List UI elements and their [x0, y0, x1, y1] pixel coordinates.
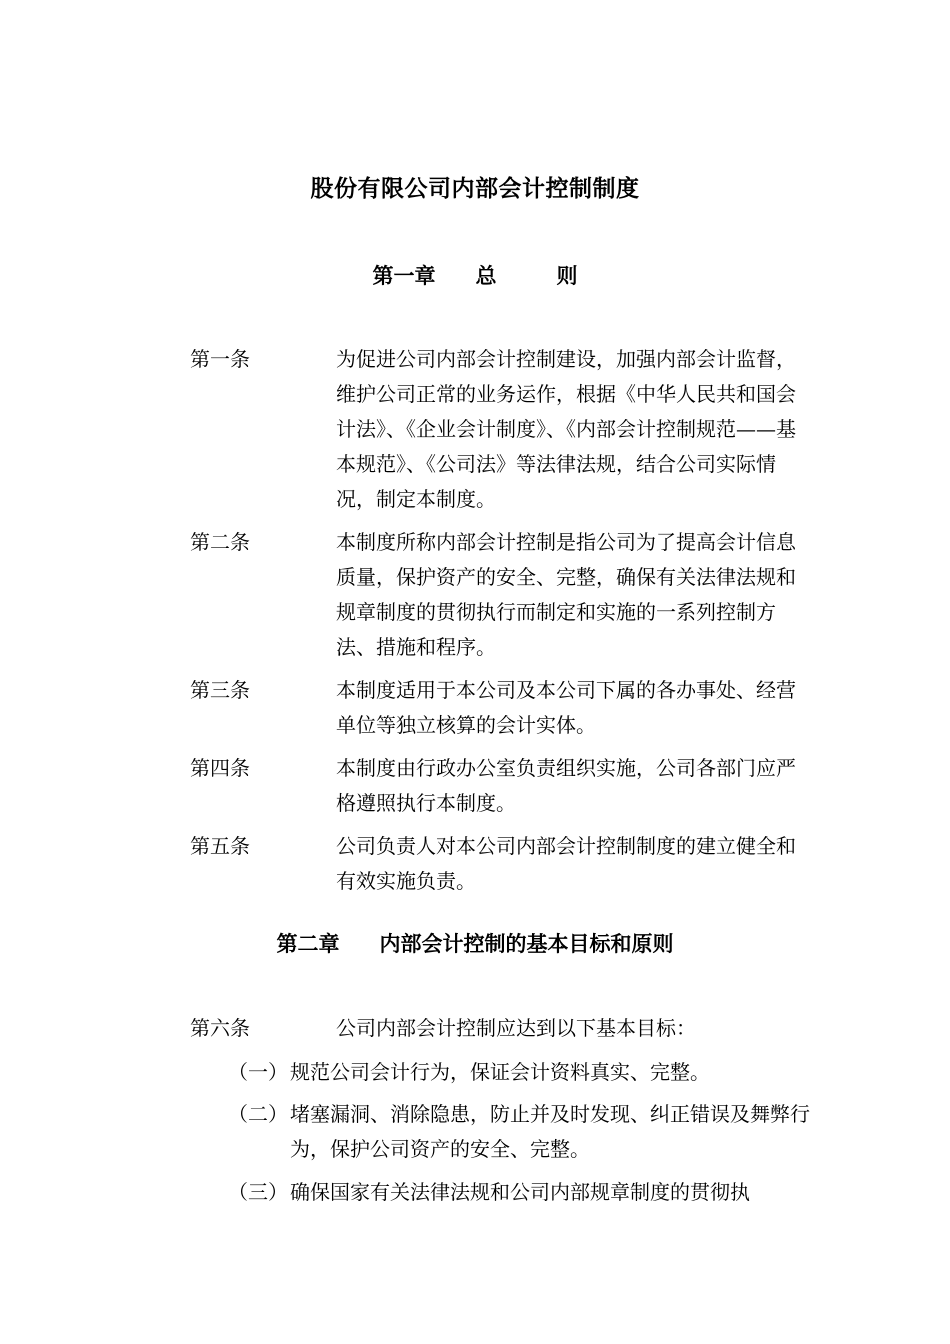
- article-label: 第六条: [190, 1016, 250, 1040]
- list-item-number: （一）: [228, 1060, 288, 1084]
- article-text: 公司负责人对本公司内部会计控制制度的建立健全和有效实施负责。: [336, 834, 796, 893]
- list-item-text: 确保国家有关法律法规和公司内部规章制度的贯彻执: [290, 1180, 750, 1204]
- list-item-number: （三）: [228, 1180, 288, 1204]
- article-text: 为促进公司内部会计控制建设，加强内部会计监督，维护公司正常的业务运作，根据《中华人民共和国会计法》、《企业会计制度》、《内部会计控制规范——基本规范》、《公司法》等法律法规，结合公司实际情况，制定本制度。: [336, 347, 796, 511]
- article-label: 第二条: [190, 530, 250, 554]
- article-label: 第三条: [190, 678, 250, 702]
- chapter-1-title-a: 总: [475, 263, 497, 288]
- chapter-2-title: 内部会计控制的基本目标和原则: [379, 931, 674, 956]
- article-label: 第一条: [190, 347, 250, 371]
- article-text: 公司内部会计控制应达到以下基本目标：: [336, 1016, 696, 1040]
- chapter-1-number: 第一章: [372, 263, 436, 288]
- article-text: 本制度所称内部会计控制是指公司为了提高会计信息质量，保护资产的安全、完整，确保有关法律法规和规章制度的贯彻执行而制定和实施的一系列控制方法、措施和程序。: [336, 530, 796, 659]
- article-text: 本制度由行政办公室负责组织实施，公司各部门应严格遵照执行本制度。: [336, 756, 796, 815]
- chapter-1-title-b: 则: [556, 263, 578, 288]
- list-item-text: 规范公司会计行为，保证会计资料真实、完整。: [290, 1060, 710, 1084]
- article-label: 第五条: [190, 834, 250, 858]
- document-title: 股份有限公司内部会计控制制度: [310, 175, 640, 202]
- list-item-text: 堵塞漏洞、消除隐患，防止并及时发现、纠正错误及舞弊行为，保护公司资产的安全、完整。: [290, 1102, 810, 1161]
- article-label: 第四条: [190, 756, 250, 780]
- article-text: 本制度适用于本公司及本公司下属的各办事处、经营单位等独立核算的会计实体。: [336, 678, 796, 737]
- list-item-number: （二）: [228, 1102, 288, 1126]
- chapter-2-number: 第二章: [276, 931, 340, 956]
- chapter-1-heading: [0, 260, 950, 290]
- chapter-2-heading: [0, 928, 950, 958]
